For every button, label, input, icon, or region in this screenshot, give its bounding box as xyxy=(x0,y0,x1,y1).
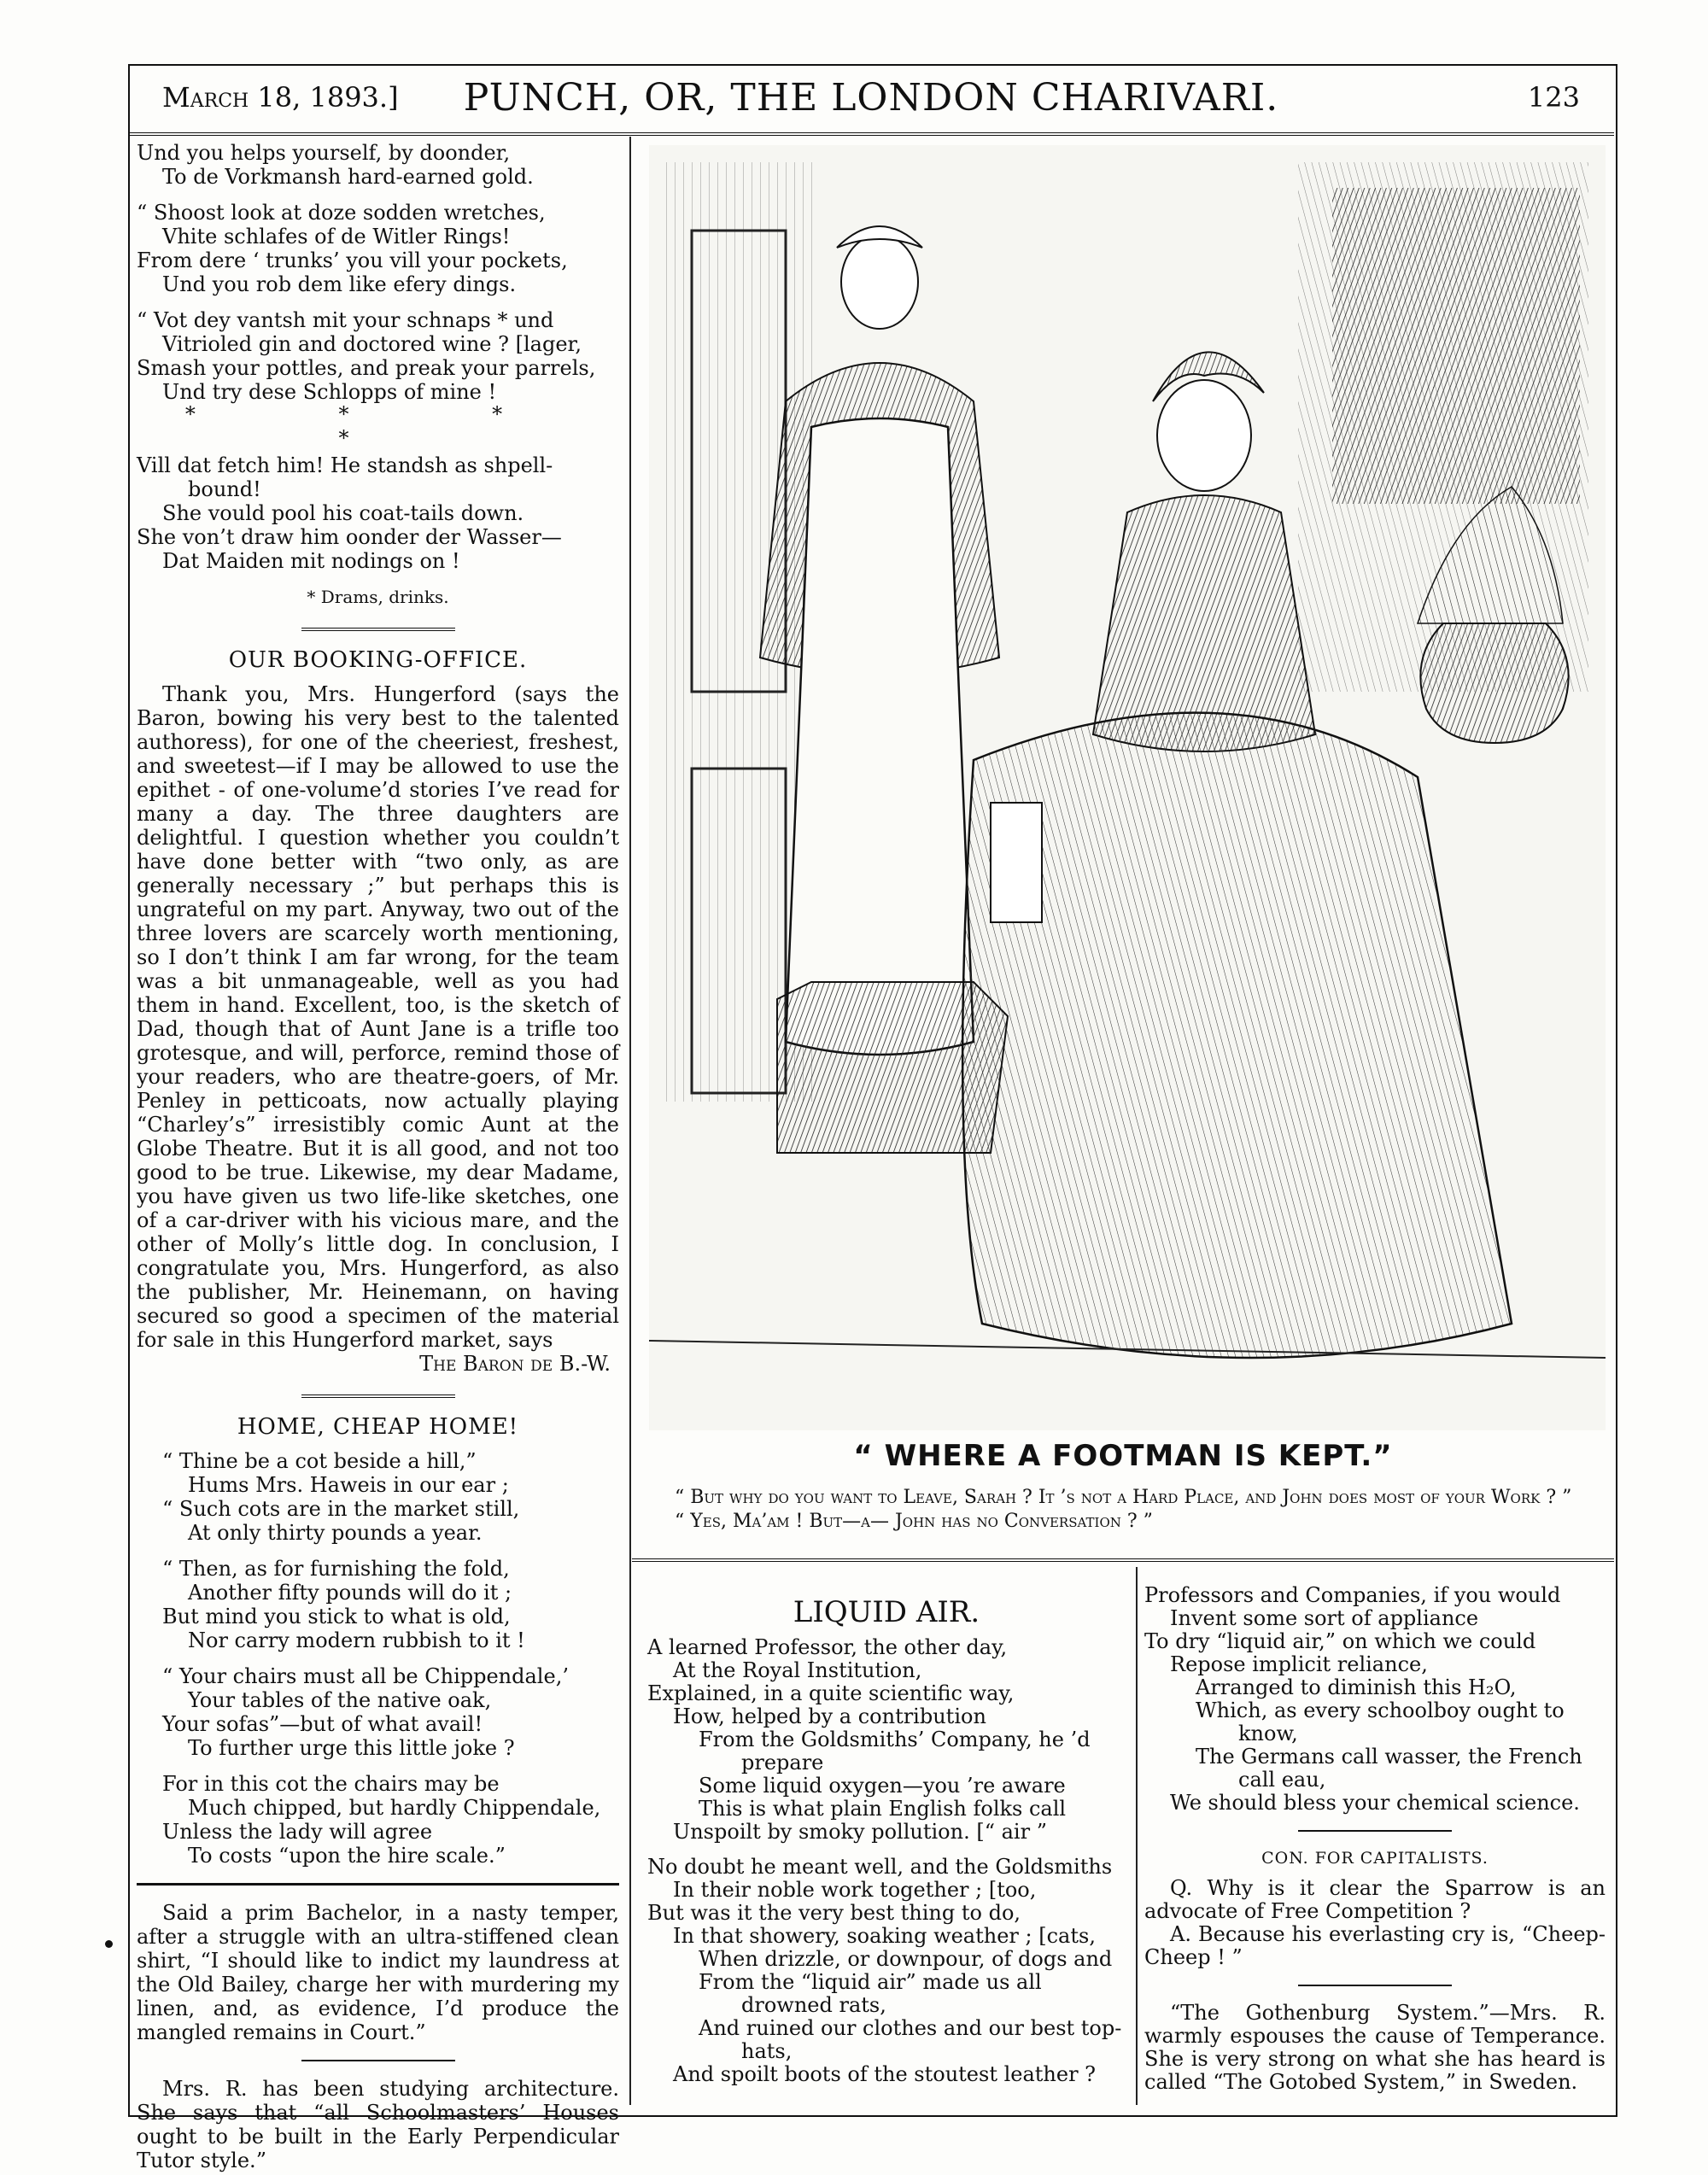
verse-line: Some liquid oxygen—you ’re aware xyxy=(699,1774,1066,1798)
verse-line: To de Vorkmansh hard-earned gold. xyxy=(162,165,534,189)
verse-line: Much chipped, but hardly Chippendale, xyxy=(188,1796,601,1820)
cartoon-illustration xyxy=(649,145,1606,1430)
footnote: * Drams, drinks. xyxy=(307,587,449,607)
verse-line: This is what plain English folks call xyxy=(699,1797,1067,1821)
double-rule xyxy=(301,628,455,631)
verse-line: She vould pool his coat-tails down. xyxy=(162,501,524,525)
verse-line: “ Your chairs must all be Chippendale,’ xyxy=(162,1664,569,1688)
verse-line: In that showery, soaking weather ; [cats, xyxy=(673,1924,1096,1948)
verse-line: Which, as every schoolboy ought to xyxy=(1196,1698,1565,1722)
masthead xyxy=(128,64,1614,136)
issue-date: March 18, 1893.] xyxy=(162,81,399,114)
verse-line: Arranged to diminish this H₂O, xyxy=(1196,1675,1517,1699)
verse-line: A learned Professor, the other day, xyxy=(647,1635,1008,1659)
verse-line: From the Goldsmiths’ Company, he ’d xyxy=(699,1728,1091,1751)
margin-dot xyxy=(105,1940,113,1948)
verse-line: From the “liquid air” made us all xyxy=(699,1970,1042,1994)
verse-line: know, xyxy=(1238,1722,1298,1745)
verse-line: In their noble work together ; [too, xyxy=(673,1878,1037,1902)
gothenburg-joke xyxy=(1144,2002,1606,2094)
verse-line: “ Vot dey vantsh mit your schnaps * und xyxy=(137,308,554,332)
verse-line: “ Then, as for furnishing the fold, xyxy=(162,1557,510,1581)
verse-line: Vhite schlafes of de Witler Rings! xyxy=(162,225,511,248)
verse-line: Explained, in a quite scientific way, xyxy=(647,1681,1015,1705)
stanza xyxy=(647,1856,1126,2086)
verse-line: prepare xyxy=(741,1751,824,1774)
verse-line: And ruined our clothes and our best top- xyxy=(699,2016,1122,2040)
column-divider xyxy=(629,137,631,2105)
joke-text: Mrs. R. has been studying architecture. She says that “all Schoolmasters’ Houses ought to be built in the Early Perpendicular Tutor style.” xyxy=(137,2077,619,2172)
joke-text: Said a prim Bachelor, in a nasty temper, after a struggle with an ultra-stiffened clean shirt, “I should like to indict my laundress at the Old Bailey, charge her with murdering my linen, and, as evidence, I’d produce the mangled remains in Court.” xyxy=(137,1901,619,2044)
verse-line: We should bless your chemical science. xyxy=(1170,1791,1580,1815)
lady-head xyxy=(1157,380,1251,491)
verse-line: From dere ‘ trunks’ you vill your pockets, xyxy=(137,248,568,272)
verse-line: “ Such cots are in the market still, xyxy=(162,1497,520,1521)
page-number: 123 xyxy=(1527,81,1580,114)
stanza xyxy=(137,308,619,404)
knitting xyxy=(991,803,1042,922)
maid-head xyxy=(841,235,918,329)
verse-line: Nor carry modern rubbish to it ! xyxy=(188,1628,525,1652)
stanza xyxy=(137,1664,619,1760)
stanza xyxy=(137,453,619,573)
mrs-r-joke xyxy=(137,2077,619,2172)
caption-line: “ Yes, Ma’am ! But—a— John has no Conversation ? ” xyxy=(675,1511,1153,1532)
verse-line: Smash your pottles, and preak your parrels, xyxy=(137,356,596,380)
verse-line: At the Royal Institution, xyxy=(673,1658,922,1682)
home-poem xyxy=(137,1449,619,1868)
verse-line: “ Thine be a cot beside a hill,” xyxy=(162,1449,477,1473)
column-divider-lower xyxy=(1136,1567,1138,2105)
vase xyxy=(1420,623,1568,743)
home-heading: HOME, CHEAP HOME! xyxy=(237,1414,519,1440)
verse-line: “ Shoost look at doze sodden wretches, xyxy=(137,201,546,225)
verse-line: Your tables of the native oak, xyxy=(188,1688,492,1712)
poem-continuation xyxy=(137,141,619,609)
riddle-answer: A. Because his everlasting cry is, “Cheep-Cheep ! ” xyxy=(1144,1922,1606,1969)
verse-line: For in this cot the chairs may be xyxy=(162,1772,500,1796)
bachelor-joke xyxy=(137,1901,619,2044)
window-curtain xyxy=(1332,188,1580,504)
verse-line: drowned rats, xyxy=(741,1993,886,2017)
verse-line: No doubt he meant well, and the Goldsmiths xyxy=(647,1855,1113,1879)
rule xyxy=(1298,1830,1452,1832)
verse-line: Professors and Companies, if you would xyxy=(1144,1583,1561,1607)
con-heading: CON. FOR CAPITALISTS. xyxy=(1261,1849,1489,1868)
verse-line: Dat Maiden mit nodings on ! xyxy=(162,549,460,573)
booking-office-review xyxy=(137,682,619,1376)
riddle-question: Q. Why is it clear the Sparrow is an advocate of Free Competition ? xyxy=(1144,1876,1606,1923)
section-divider xyxy=(632,1558,1614,1562)
stanza xyxy=(647,1636,1126,1844)
rule xyxy=(1298,1985,1452,1986)
verse-line: Another fifty pounds will do it ; xyxy=(188,1581,512,1605)
caption-line: “ But why do you want to Leave, Sarah ? It ’s not a Hard Place, and John does most of your Work ? ” xyxy=(675,1487,1572,1508)
verse-line: Vitrioled gin and doctored wine ? [lager, xyxy=(162,332,582,356)
verse-line: But mind you stick to what is old, xyxy=(162,1605,511,1628)
verse-line: Und you rob dem like efery dings. xyxy=(162,272,517,296)
rule xyxy=(301,2060,455,2061)
cartoon-caption xyxy=(649,1486,1597,1534)
verse-line: Vill dat fetch him! He standsh as shpell- xyxy=(137,453,553,477)
verse-line: bound! xyxy=(188,477,261,501)
verse-line: Und you helps yourself, by doonder, xyxy=(137,141,511,165)
verse-line: Unless the lady will agree xyxy=(162,1820,433,1844)
publication-title: PUNCH, OR, THE LONDON CHARIVARI. xyxy=(463,76,1279,120)
verse-line: But was it the very best thing to do, xyxy=(647,1901,1021,1925)
verse-line: To costs “upon the hire scale.” xyxy=(188,1844,506,1868)
verse-line: Hums Mrs. Haweis in our ear ; xyxy=(188,1473,509,1497)
stanza xyxy=(137,1772,619,1868)
liquid-air-poem xyxy=(647,1584,1126,2098)
stanza xyxy=(137,141,619,189)
cartoon-title: “ WHERE A FOOTMAN IS KEPT.” xyxy=(853,1439,1393,1473)
verse-line: The Germans call wasser, the French xyxy=(1196,1745,1582,1769)
verse-line: To dry “liquid air,” on which we could xyxy=(1144,1629,1536,1653)
stanza xyxy=(137,1557,619,1652)
booking-office-heading: OUR BOOKING-OFFICE. xyxy=(228,647,528,673)
review-text: Thank you, Mrs. Hungerford (says the Baron, bowing his very best to the talented authoress), for one of the cheeriest, freshest, and sweetest—if I may be allowed to use the epithet - of one-volume’d stories I’ve read for many a day. The three daughters are delightful. I question whether you couldn’t have done better with “two only, as are generally necessary ;” but perhaps this is ungrateful on my part. Anyway, two out of the three lovers are scarcely worth mentioning, so I don’t think I am far wrong, for the team was a bit unmanageable, well as you had them in hand. Excellent, too, is the sketch of Dad, though that of Aunt Jane is a trifle too grotesque, and will, perforce, remind those of your readers, who are theatre-goers, of Mr. Penley in petticoats, now actually playing “Charley’s” irresistibly comic Aunt at the Globe Theatre. But it is all good, and not too good to be true. Likewise, my dear Madame, you have given us two life-like sketches, one of a car-driver with his vicious mare, and the other of Molly’s little dog. In conclusion, I congratulate you, Mrs. Hungerford, as also the publisher, Mr. Heinemann, on having secured so good a specimen of the material for sale in this Hungerford market, says xyxy=(137,682,619,1352)
verse-line: To further urge this little joke ? xyxy=(188,1736,515,1760)
stanza xyxy=(137,1449,619,1545)
verse-line: call eau, xyxy=(1238,1768,1326,1792)
verse-line: Your sofas”—but of what avail! xyxy=(162,1712,483,1736)
verse-line: Invent some sort of appliance xyxy=(1170,1606,1479,1630)
section-stars: * * * * xyxy=(184,402,571,450)
maid-apron xyxy=(786,418,974,1055)
verse-line: And spoilt boots of the stoutest leather ? xyxy=(673,2062,1097,2086)
verse-line: hats, xyxy=(741,2039,793,2063)
joke-text: “The Gothenburg System.”—Mrs. R. warmly espouses the cause of Temperance. She is very strong on what she has heard is called “The Gotobed System,” in Sweden. xyxy=(1144,2001,1606,2094)
verse-line: At only thirty pounds a year. xyxy=(188,1521,483,1545)
liquid-air-heading: LIQUID AIR. xyxy=(793,1595,980,1629)
stanza xyxy=(1144,1584,1606,1815)
verse-line: Unspoilt by smoky pollution. [“ air ” xyxy=(673,1820,1047,1844)
left-column xyxy=(137,141,619,2172)
review-signature: The Baron de B.-W. xyxy=(419,1352,611,1376)
con-riddle xyxy=(1144,1877,1606,1969)
rule xyxy=(137,1883,619,1886)
double-rule xyxy=(301,1394,455,1398)
verse-line: Repose implicit reliance, xyxy=(1170,1652,1428,1676)
verse-line: Und try dese Schlopps of mine ! xyxy=(162,380,497,404)
right-lower-column xyxy=(1144,1584,1606,2094)
verse-line: She von’t draw him oonder der Wasser— xyxy=(137,525,562,549)
verse-line: How, helped by a contribution xyxy=(673,1704,986,1728)
verse-line: When drizzle, or downpour, of dogs and xyxy=(699,1947,1113,1971)
stanza xyxy=(137,201,619,296)
